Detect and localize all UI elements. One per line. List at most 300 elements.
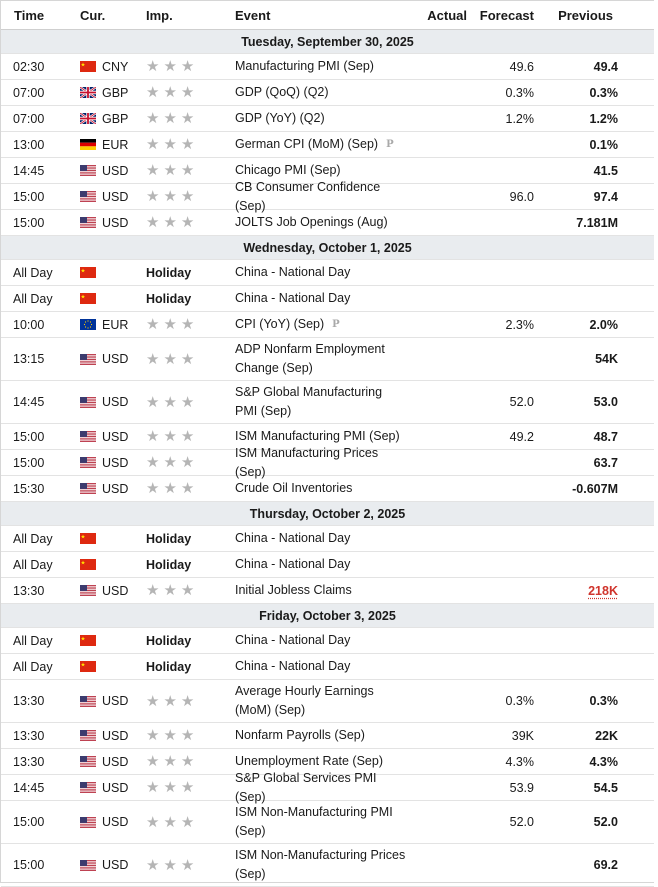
header-currency[interactable]: Cur. — [80, 7, 106, 23]
flag-us-icon — [80, 476, 96, 501]
star-icon: ★ — [180, 393, 195, 411]
actual-value — [411, 184, 467, 209]
forecast-value: 0.3% — [505, 694, 534, 708]
forecast-value — [471, 132, 534, 157]
event-name[interactable] — [235, 106, 407, 131]
star-icon: ★ — [163, 162, 177, 179]
previous-text: -0.607M — [572, 481, 618, 496]
header-previous[interactable]: Previous — [558, 7, 613, 23]
importance — [146, 680, 206, 722]
currency-code: USD — [102, 694, 129, 708]
flag-us-icon — [80, 578, 96, 603]
holiday-label: Holiday — [146, 633, 192, 648]
currency-code: USD — [102, 815, 129, 829]
forecast-value — [471, 628, 534, 653]
table-row[interactable] — [1, 844, 654, 887]
flag-cn-icon — [80, 628, 96, 653]
importance — [146, 312, 206, 337]
star-icon: ★ — [163, 350, 177, 368]
star-icon: ★ — [163, 428, 177, 445]
holiday-label: Holiday — [146, 557, 192, 572]
table-row[interactable] — [1, 80, 654, 106]
previous-text: 52.0 — [593, 815, 618, 829]
star-icon: ★ — [180, 779, 195, 796]
flag-cn-icon — [80, 260, 96, 285]
importance — [146, 775, 206, 800]
importance — [146, 723, 206, 748]
actual-value — [411, 801, 467, 843]
event-time: 14:45 — [13, 163, 45, 178]
flag-gb-icon — [80, 80, 96, 105]
event-time: 10:00 — [13, 317, 45, 332]
event-name-text: China - National Day — [235, 633, 351, 647]
event-name-text: China - National Day — [235, 659, 351, 673]
actual-value — [411, 680, 467, 722]
event-name[interactable] — [235, 286, 407, 311]
currency-code: EUR — [102, 137, 129, 152]
event-name-text: Nonfarm Payrolls (Sep) — [235, 728, 365, 742]
event-time: 15:00 — [13, 189, 45, 204]
importance — [146, 132, 206, 157]
importance-stars — [146, 780, 194, 795]
event-time: 15:00 — [13, 455, 45, 470]
header-event[interactable]: Event — [235, 7, 271, 23]
currency-code: USD — [102, 858, 129, 872]
forecast-value — [471, 286, 534, 311]
header-time[interactable]: Time — [14, 7, 45, 23]
event-name-text: ISM Non-Manufacturing Prices (Sep) — [235, 848, 406, 881]
event-time: 07:00 — [13, 85, 45, 100]
actual-value — [411, 775, 467, 800]
event-name[interactable] — [235, 338, 407, 380]
flag-us-icon — [80, 844, 96, 886]
importance — [146, 749, 206, 774]
currency-code: USD — [102, 429, 129, 444]
previous-value — [541, 526, 618, 551]
table-row[interactable] — [1, 723, 654, 749]
table-row[interactable] — [1, 445, 654, 479]
importance-stars — [146, 352, 194, 367]
importance-stars — [146, 858, 194, 873]
holiday-label: Holiday — [146, 265, 192, 280]
event-time: All Day — [13, 659, 53, 674]
forecast-value: 39K — [511, 728, 534, 743]
event-time: 15:00 — [13, 215, 45, 230]
star-icon: ★ — [180, 480, 195, 497]
star-icon: ★ — [146, 393, 160, 411]
importance — [146, 54, 206, 79]
importance — [146, 106, 206, 131]
event-name-text: GDP (QoQ) (Q2) — [235, 85, 329, 99]
star-icon: ★ — [180, 582, 195, 599]
previous-value — [541, 54, 618, 79]
event-time: 13:00 — [13, 137, 45, 152]
actual-value — [411, 628, 467, 653]
previous-value — [541, 312, 618, 337]
event-time: 02:30 — [13, 59, 45, 74]
currency-code: USD — [102, 352, 129, 366]
previous-value — [541, 628, 618, 653]
star-icon: ★ — [163, 316, 177, 333]
event-name-text: China - National Day — [235, 291, 351, 305]
event-time: 14:45 — [13, 395, 45, 409]
star-icon: ★ — [146, 454, 160, 471]
event-time: All Day — [13, 633, 53, 648]
flag-us-icon — [80, 723, 96, 748]
importance-stars — [146, 583, 194, 598]
forecast-value: 52.0 — [509, 395, 534, 409]
currency-code: USD — [102, 163, 129, 178]
previous-text: 63.7 — [593, 455, 618, 470]
table-row[interactable] — [1, 210, 654, 236]
event-name[interactable] — [235, 445, 407, 479]
event-name[interactable] — [235, 552, 407, 577]
previous-value — [541, 286, 618, 311]
previous-value — [541, 450, 618, 475]
actual-value — [411, 54, 467, 79]
event-name-text: Crude Oil Inventories — [235, 481, 353, 495]
previous-value — [541, 723, 618, 748]
forecast-value — [471, 476, 534, 501]
previous-value — [541, 680, 618, 722]
star-icon: ★ — [146, 188, 160, 205]
event-time: 15:00 — [13, 815, 45, 829]
importance-stars — [146, 694, 194, 709]
star-icon: ★ — [146, 84, 160, 101]
header-actual[interactable]: Actual — [427, 7, 467, 23]
event-name[interactable] — [235, 312, 407, 337]
day-header — [1, 502, 654, 526]
importance-stars — [146, 728, 194, 743]
importance-stars — [146, 59, 194, 74]
holiday-label: Holiday — [146, 531, 192, 546]
flag-cn-icon — [80, 54, 96, 79]
table-header — [1, 1, 654, 30]
forecast-value — [471, 526, 534, 551]
importance — [146, 210, 206, 235]
actual-value — [411, 552, 467, 577]
star-icon: ★ — [180, 856, 195, 874]
star-icon: ★ — [163, 727, 177, 744]
flag-cn-icon — [80, 526, 96, 551]
forecast-value — [471, 338, 534, 380]
previous-text: 97.4 — [593, 189, 618, 204]
importance-stars — [146, 163, 194, 178]
star-icon: ★ — [163, 779, 177, 796]
event-name[interactable] — [235, 770, 407, 804]
event-name-text: ISM Manufacturing Prices (Sep) — [235, 445, 379, 479]
forecast-value: 49.6 — [509, 59, 534, 74]
table-row[interactable] — [1, 54, 654, 80]
importance-stars — [146, 85, 194, 100]
forecast-value: 1.2% — [505, 111, 534, 126]
table-row[interactable] — [1, 381, 654, 424]
actual-value — [411, 381, 467, 423]
forecast-value — [471, 578, 534, 603]
forecast-value: 0.3% — [505, 85, 534, 100]
currency-code: USD — [102, 583, 129, 598]
event-name-text: ADP Nonfarm Employment Change (Sep) — [235, 342, 385, 375]
table-row[interactable] — [1, 801, 654, 844]
event-name[interactable] — [235, 844, 407, 886]
forecast-value — [471, 654, 534, 679]
star-icon: ★ — [180, 350, 195, 368]
table-row[interactable] — [1, 770, 654, 804]
star-icon: ★ — [180, 58, 195, 75]
event-name-text: CPI (YoY) (Sep) — [235, 317, 325, 331]
currency-code: USD — [102, 481, 129, 496]
importance-stars — [146, 429, 194, 444]
table-row[interactable] — [1, 312, 654, 338]
event-name-text: GDP (YoY) (Q2) — [235, 111, 325, 125]
flag-gb-icon — [80, 106, 96, 131]
previous-value — [541, 260, 618, 285]
table-row[interactable] — [1, 338, 654, 381]
star-icon: ★ — [146, 753, 160, 770]
importance-stars — [146, 395, 194, 410]
actual-value — [411, 450, 467, 475]
event-name[interactable] — [235, 260, 407, 285]
star-icon: ★ — [146, 162, 160, 179]
importance — [146, 381, 206, 423]
event-time: 13:30 — [13, 754, 45, 769]
previous-text: 53.0 — [593, 395, 618, 409]
event-name[interactable] — [235, 476, 407, 501]
forecast-value: 2.3% — [505, 317, 534, 332]
preliminary-icon: P — [386, 139, 394, 150]
currency-code: USD — [102, 455, 129, 470]
table-row[interactable] — [1, 578, 654, 604]
star-icon: ★ — [146, 856, 160, 874]
event-name-text: S&P Global Manufacturing PMI (Sep) — [235, 385, 383, 418]
event-time: 15:30 — [13, 481, 45, 496]
previous-value — [541, 106, 618, 131]
forecast-value: 52.0 — [509, 815, 534, 829]
star-icon: ★ — [163, 813, 177, 831]
importance-stars — [146, 137, 194, 152]
event-name[interactable] — [235, 132, 407, 157]
currency-code: USD — [102, 395, 129, 409]
star-icon: ★ — [163, 136, 177, 153]
star-icon: ★ — [180, 813, 195, 831]
star-icon: ★ — [180, 110, 195, 127]
table-row[interactable] — [1, 680, 654, 723]
importance — [146, 184, 206, 209]
header-importance[interactable]: Imp. — [146, 7, 173, 23]
preliminary-icon: P — [332, 319, 340, 330]
previous-value — [541, 552, 618, 577]
previous-text: 22K — [595, 728, 618, 743]
actual-value — [411, 312, 467, 337]
event-name-text: ISM Manufacturing PMI (Sep) — [235, 429, 400, 443]
star-icon: ★ — [146, 428, 160, 445]
actual-value — [411, 723, 467, 748]
header-forecast[interactable]: Forecast — [479, 7, 534, 23]
flag-us-icon — [80, 801, 96, 843]
previous-text: 1.2% — [589, 111, 618, 126]
event-name[interactable] — [235, 54, 407, 79]
actual-value — [411, 844, 467, 886]
holiday-label: Holiday — [146, 291, 192, 306]
previous-value — [541, 132, 618, 157]
table-row[interactable] — [1, 552, 654, 578]
event-name[interactable] — [235, 628, 407, 653]
event-time: 07:00 — [13, 111, 45, 126]
event-name[interactable] — [235, 654, 407, 679]
event-name[interactable] — [235, 179, 407, 213]
flag-us-icon — [80, 158, 96, 183]
actual-value — [411, 476, 467, 501]
event-name-text: Initial Jobless Claims — [235, 583, 352, 597]
star-icon: ★ — [163, 454, 177, 471]
previous-value — [541, 801, 618, 843]
star-icon: ★ — [163, 856, 177, 874]
currency-code: GBP — [102, 85, 129, 100]
table-row[interactable] — [1, 654, 654, 680]
table-row[interactable] — [1, 526, 654, 552]
flag-eu-icon — [80, 312, 96, 337]
holiday-label: Holiday — [146, 659, 192, 674]
previous-text: 48.7 — [593, 429, 618, 444]
star-icon: ★ — [180, 214, 195, 231]
event-name-text: JOLTS Job Openings (Aug) — [235, 215, 388, 229]
table-row[interactable] — [1, 286, 654, 312]
event-time: All Day — [13, 557, 53, 572]
star-icon: ★ — [146, 692, 160, 710]
actual-value — [411, 749, 467, 774]
event-name[interactable] — [235, 578, 407, 603]
actual-value — [411, 132, 467, 157]
previous-text: 2.0% — [589, 317, 618, 332]
star-icon: ★ — [163, 393, 177, 411]
star-icon: ★ — [146, 813, 160, 831]
currency-code: USD — [102, 189, 129, 204]
star-icon: ★ — [146, 316, 160, 333]
star-icon: ★ — [180, 136, 195, 153]
importance-stars — [146, 455, 194, 470]
star-icon: ★ — [180, 454, 195, 471]
currency-code: USD — [102, 754, 129, 769]
table-row[interactable] — [1, 132, 654, 158]
event-name-text: German CPI (MoM) (Sep) — [235, 137, 379, 151]
star-icon: ★ — [180, 84, 195, 101]
event-name-text: ISM Non-Manufacturing PMI (Sep) — [235, 805, 393, 838]
event-name[interactable] — [235, 526, 407, 551]
flag-us-icon — [80, 450, 96, 475]
previous-text: 0.1% — [589, 137, 618, 152]
previous-value — [541, 654, 618, 679]
importance — [146, 338, 206, 380]
star-icon: ★ — [146, 214, 160, 231]
day-header — [1, 236, 654, 260]
event-time: All Day — [13, 291, 53, 306]
actual-value — [411, 286, 467, 311]
importance-stars — [146, 111, 194, 126]
currency-code: USD — [102, 215, 129, 230]
event-time: 13:30 — [13, 728, 45, 743]
currency-code: USD — [102, 728, 129, 743]
actual-value — [411, 106, 467, 131]
importance — [146, 844, 206, 886]
flag-us-icon — [80, 184, 96, 209]
star-icon: ★ — [180, 316, 195, 333]
importance — [146, 424, 206, 449]
forecast-value — [471, 844, 534, 886]
star-icon: ★ — [163, 110, 177, 127]
star-icon: ★ — [163, 84, 177, 101]
flag-cn-icon — [80, 552, 96, 577]
star-icon: ★ — [146, 582, 160, 599]
forecast-value — [471, 552, 534, 577]
event-name-text: Chicago PMI (Sep) — [235, 163, 341, 177]
event-name[interactable] — [235, 723, 407, 748]
currency-code: USD — [102, 780, 129, 795]
event-name[interactable] — [235, 80, 407, 105]
previous-revised[interactable]: 218K — [588, 583, 618, 598]
event-name-text: Average Hourly Earnings (MoM) (Sep) — [235, 684, 374, 717]
forecast-value: 53.9 — [509, 780, 534, 795]
previous-text: 4.3% — [589, 754, 618, 769]
importance — [146, 80, 206, 105]
event-name[interactable] — [235, 210, 407, 235]
star-icon: ★ — [146, 727, 160, 744]
star-icon: ★ — [146, 58, 160, 75]
table-row[interactable] — [1, 260, 654, 286]
event-name[interactable] — [235, 801, 407, 843]
table-row[interactable] — [1, 106, 654, 132]
day-label: Thursday, October 2, 2025 — [249, 507, 406, 521]
star-icon: ★ — [163, 692, 177, 710]
star-icon: ★ — [163, 582, 177, 599]
previous-value — [541, 158, 618, 183]
previous-text: 69.2 — [593, 858, 618, 872]
forecast-value: 4.3% — [505, 754, 534, 769]
actual-value — [411, 526, 467, 551]
event-name-text: Unemployment Rate (Sep) — [235, 754, 383, 768]
day-label: Friday, October 3, 2025 — [259, 609, 396, 623]
star-icon: ★ — [163, 480, 177, 497]
previous-text: 7.181M — [576, 215, 618, 230]
previous-text: 0.3% — [589, 85, 618, 100]
event-name-text: China - National Day — [235, 557, 351, 571]
event-name[interactable] — [235, 680, 407, 722]
star-icon: ★ — [146, 480, 160, 497]
previous-value — [541, 338, 618, 380]
importance — [146, 450, 206, 475]
importance-stars — [146, 481, 194, 496]
previous-text: 54K — [595, 352, 618, 366]
event-name[interactable] — [235, 381, 407, 423]
table-row[interactable] — [1, 179, 654, 213]
previous-text: 54.5 — [593, 780, 618, 795]
event-time: 15:00 — [13, 429, 45, 444]
previous-value — [541, 476, 618, 501]
star-icon: ★ — [180, 188, 195, 205]
actual-value — [411, 654, 467, 679]
flag-us-icon — [80, 381, 96, 423]
currency-code: GBP — [102, 111, 129, 126]
event-name-text: CB Consumer Confidence (Sep) — [235, 179, 381, 213]
star-icon: ★ — [163, 214, 177, 231]
star-icon: ★ — [180, 162, 195, 179]
importance — [146, 158, 206, 183]
table-row[interactable] — [1, 628, 654, 654]
table-row[interactable] — [1, 476, 654, 502]
previous-value — [541, 775, 618, 800]
star-icon: ★ — [180, 692, 195, 710]
importance — [146, 476, 206, 501]
importance-stars — [146, 189, 194, 204]
